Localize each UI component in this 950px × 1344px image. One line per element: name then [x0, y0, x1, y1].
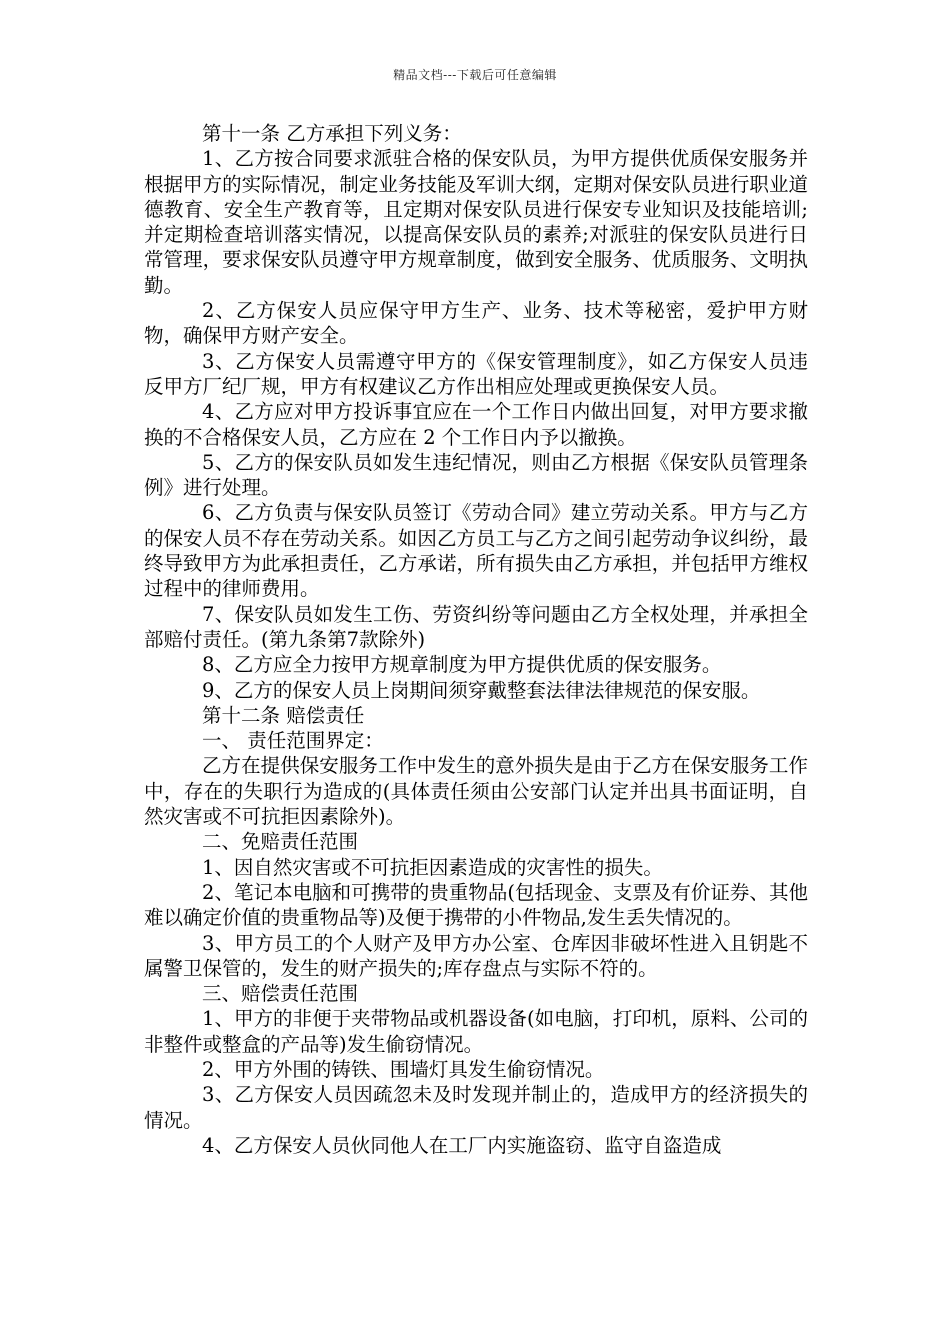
paragraph: 3、乙方保安人员因疏忽未及时发现并制止的，造成甲方的经济损失的情况。: [144, 1083, 808, 1132]
paragraph: 4、乙方应对甲方投诉事宜应在一个工作日内做出回复，对甲方要求撤换的不合格保安人员，乙方应在 2 个工作日内予以撤换。: [144, 400, 808, 449]
paragraph: 4、乙方保安人员伙同他人在工厂内实施盗窃、监守自盗造成: [202, 1133, 722, 1157]
paragraph: 3、甲方员工的个人财产及甲方办公室、仓库因非破坏性进入且钥匙不属警卫保管的，发生的财产损失的;库存盘点与实际不符的。: [144, 931, 808, 980]
paragraph: 2、笔记本电脑和可携带的贵重物品(包括现金、支票及有价证券、其他难以确定价值的贵重物品等)及便于携带的小件物品,发生丢失情况的。: [144, 880, 808, 930]
paragraph: 5、乙方的保安队员如发生违纪情况，则由乙方根据《保安队员管理条例》进行处理。: [144, 450, 808, 500]
paragraph: 1、乙方按合同要求派驻合格的保安队员，为甲方提供优质保安服务并根据甲方的实际情况，制定业务技能及军训大纲，定期对保安队员进行职业道德教育、安全生产教育等，且定期对保安队员进行保安专业知识及技能培训;并定期检查培训落实情况，以提高保安队员的素养;对派驻的保安队员进行日常管理，要求保安队员遵守甲方规章制度，做到安全服务、优质服务、文明执勤。: [144, 147, 808, 297]
section-heading: 一、 责任范围界定：: [202, 729, 384, 753]
document-body: [144, 121, 808, 1158]
paragraph: 2、甲方外围的铸铁、围墙灯具发生偷窃情况。: [202, 1057, 605, 1081]
paragraph: 2、乙方保安人员应保守甲方生产、业务、技术等秘密，爱护甲方财物，确保甲方财产安全。: [144, 299, 808, 348]
paragraph: 1、甲方的非便于夹带物品或机器设备(如电脑，打印机，原料、公司的非整件或整盒的产品等)发生偷窃情况。: [144, 1007, 808, 1056]
article-11-heading: 第十一条 乙方承担下列义务：: [202, 122, 462, 145]
section-heading: 二、免赔责任范围: [202, 830, 359, 854]
paragraph: 9、乙方的保安人员上岗期间须穿戴整套法律法律规范的保安服。: [202, 678, 761, 702]
article-12-heading: 第十二条 赔偿责任: [202, 703, 365, 727]
paragraph: 7、保安队员如发生工伤、劳资纠纷等问题由乙方全权处理，并承担全部赔付责任。(第九条第7款除外): [144, 602, 808, 651]
section-heading: 三、赔偿责任范围: [202, 982, 359, 1006]
paragraph: 乙方在提供保安服务工作中发生的意外损失是由于乙方在保安服务工作中，存在的失职行为造成的(具体责任须由公安部门认定并出具书面证明，自然灾害或不可抗拒因素除外)。: [144, 754, 808, 829]
paragraph: 8、乙方应全力按甲方规章制度为甲方提供优质的保安服务。: [202, 653, 722, 677]
paragraph: 1、因自然灾害或不可抗拒因素造成的灾害性的损失。: [202, 855, 663, 879]
page-header: 精品文档---下载后可任意编辑: [393, 68, 557, 82]
paragraph: 3、乙方保安人员需遵守甲方的《保安管理制度》，如乙方保安人员违反甲方厂纪厂规，甲方有权建议乙方作出相应处理或更换保安人员。: [144, 349, 808, 398]
paragraph: 6、乙方负责与保安队员签订《劳动合同》建立劳动关系。甲方与乙方的保安人员不存在劳动关系。如因乙方员工与乙方之间引起劳动争议纠纷，最终导致甲方为此承担责任，乙方承诺，所有损失由乙方承担，并包括甲方维权过程中的律师费用。: [144, 501, 808, 601]
